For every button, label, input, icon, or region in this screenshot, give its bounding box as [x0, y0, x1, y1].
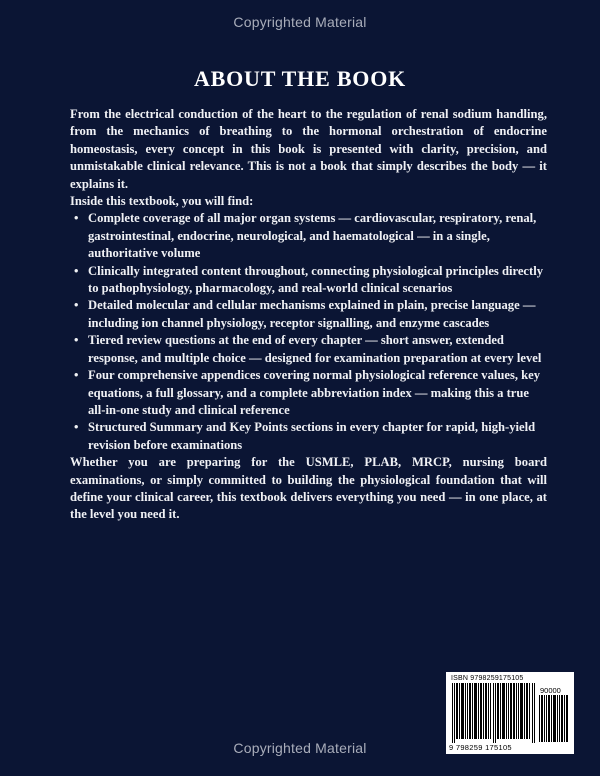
list-lead-text: Inside this textbook, you will find:	[70, 194, 254, 209]
watermark-bottom: Copyrighted Material	[233, 740, 367, 756]
barcode-digits: 9 798259 175105	[449, 743, 512, 752]
list-item: • Detailed molecular and cellular mechanisms explained in plain, precise language — including ion channel physiology, receptor signalling, and enzyme cascades	[70, 297, 547, 332]
list-item: • Complete coverage of all major organ systems — cardiovascular, respiratory, renal, gastrointestinal, endocrine, neurological, and haematological — in a single, authoritative volume	[70, 210, 547, 262]
list-item: • Tiered review questions at the end of every chapter — short answer, extended response, and multiple choice — designed for examination preparation at every level	[70, 332, 547, 367]
isbn-label: ISBN 9798259175105	[451, 675, 524, 682]
watermark-top: Copyrighted Material	[233, 14, 367, 30]
list-item: • Structured Summary and Key Points sections in every chapter for rapid, high-yield revision before examinations	[70, 419, 547, 454]
list-item: • Clinically integrated content throughout, connecting physiological principles directly to pathophysiology, pharmacology, and real-world clinical scenarios	[70, 263, 547, 298]
addon-barcode-icon	[539, 695, 569, 742]
barcode-bars-icon	[452, 683, 536, 743]
feature-list	[70, 210, 547, 454]
page-title: ABOUT THE BOOK	[193, 66, 407, 91]
list-item: • Four comprehensive appendices covering normal physiological reference values, key equations, a full glossary, and a complete abbreviation index — making this a true all-in-one study and clinical reference	[70, 367, 547, 419]
price-code: 90000	[540, 686, 561, 695]
intro-paragraph: From the electrical conduction of the heart to the regulation of renal sodium handling, from the mechanics of breathing to the hormonal orchestration of endocrine homeostasis, every concept in this book is presented with clarity, precision, and unmistakable clinical relevance. This is not a book that simply describes the body — it explains it.	[70, 107, 547, 191]
book-description	[70, 106, 547, 524]
closing-paragraph: Whether you are preparing for the USMLE, PLAB, MRCP, nursing board examinations, or simply committed to building the physiological foundation that will define your clinical career, this textbook delivers everything you need — in one place, at the level you need it.	[70, 455, 547, 522]
